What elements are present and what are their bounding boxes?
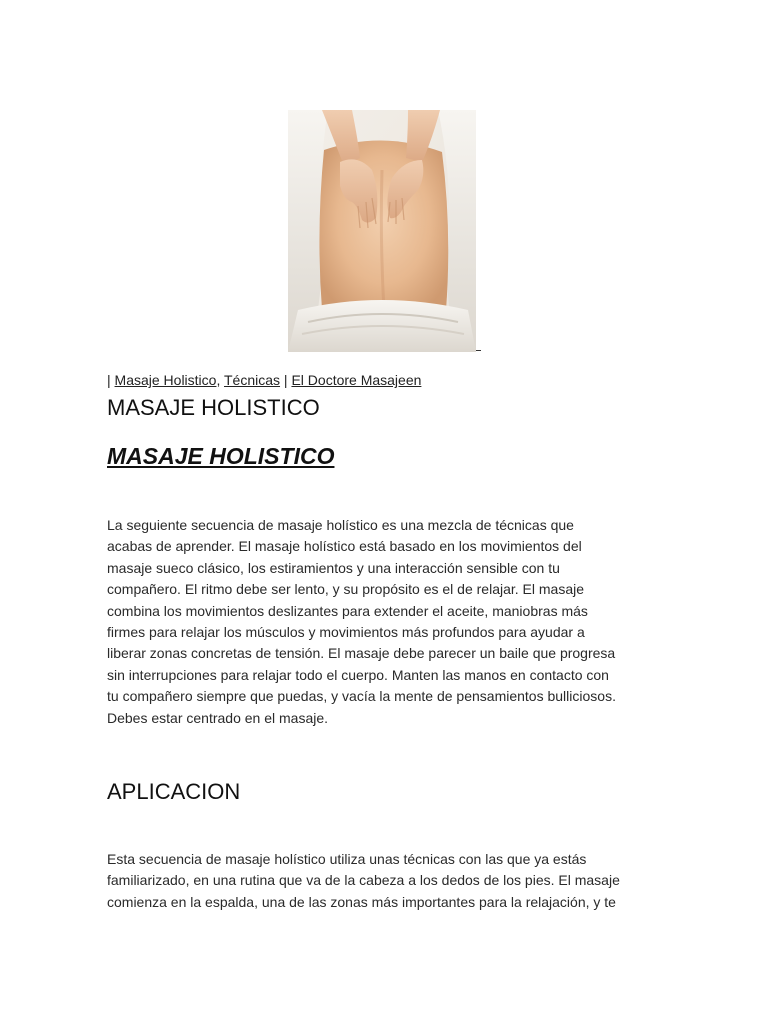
intro-paragraph <box>107 515 667 729</box>
section-heading-aplicacion: APLICACION <box>107 779 241 804</box>
aplicacion-paragraph <box>107 849 667 913</box>
paragraph-line: combina los movimientos deslizantes para extender el aceite, maniobras más <box>107 602 588 619</box>
meta-separator: | <box>107 372 115 388</box>
paragraph-line: tu compañero siempre que puedas, y vacía la mente de pensamientos bulliciosos. <box>107 688 616 705</box>
post-meta <box>107 372 421 388</box>
paragraph-line: firmes para relajar los músculos y movimientos más profundos para ayudar a <box>107 624 585 641</box>
paragraph-line: Debes estar centrado en el masaje. <box>107 709 329 726</box>
paragraph-line: compañero. El ritmo debe ser lento, y su propósito es el de relajar. El masaje <box>107 581 585 598</box>
article-title: MASAJE HOLISTICO <box>107 443 335 469</box>
photo-link-underline <box>476 350 481 351</box>
category-link-masaje-holistico[interactable]: Masaje Holistico <box>114 372 217 388</box>
paragraph-line: sin interrupciones para relajar todo el cuerpo. Manten las manos en contacto con <box>107 666 609 683</box>
massage-photo-illustration <box>288 110 476 352</box>
meta-comma: , <box>216 372 224 388</box>
paragraph-line: acabas de aprender. El masaje holístico está basado en los movimientos del <box>107 538 582 555</box>
meta-separator-mid: | <box>280 372 292 388</box>
paragraph-line: masaje sueco clásico, los estiramientos y una interacción sensible con tu <box>107 559 560 576</box>
category-link-tecnicas[interactable]: Técnicas <box>224 372 281 388</box>
paragraph-line: comienza en la espalda, una de las zonas más importantes para la relajación, y te <box>107 893 616 910</box>
paragraph-line: Esta secuencia de masaje holístico utiliza unas técnicas con las que ya estás <box>107 851 587 867</box>
page-title: MASAJE HOLISTICO <box>107 395 320 420</box>
paragraph-line: liberar zonas concretas de tensión. El masaje debe parecer un baile que progresa <box>107 645 616 662</box>
massage-photo <box>288 110 476 352</box>
author-link[interactable]: El Doctore Masajeen <box>291 372 422 388</box>
paragraph-line: La seguiente secuencia de masaje holístico es una mezcla de técnicas que <box>107 517 574 533</box>
paragraph-line: familiarizado, en una rutina que va de la cabeza a los dedos de los pies. El masaje <box>107 872 620 889</box>
